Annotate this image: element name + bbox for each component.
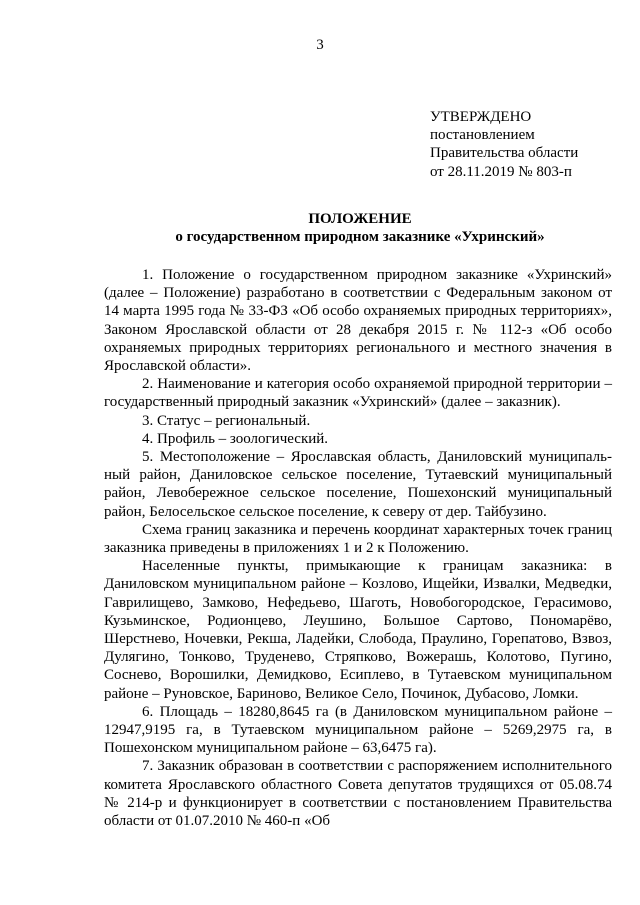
paragraph-4: 4. Профиль – зоологический. (142, 430, 329, 447)
paragraph-6: Схема границ заказника и перечень координат характерных точек границ заказника приведены в приложениях 1 и 2 к Положению. (104, 521, 612, 557)
approval-line-3: Правительства области (430, 145, 579, 162)
paragraph-2: 2. Наименование и категория особо охраняемой природной территории – государственный природный заказник «Ухринский» (далее – заказник). (104, 376, 612, 411)
paragraph-9: 7. Заказник образован в соответствии с распоряжением исполнительного комитета Ярославского областного Совета депутатов трудящихся от 05.08.74 № 214-р и функционирует в соответствии с постановлением Правительства области от 01.07.2010 № 460-п «Об (104, 758, 612, 830)
title-line-1: ПОЛОЖЕНИЕ (308, 211, 412, 227)
title-line-2: о государственном природном заказнике «Ухринский» (175, 229, 545, 246)
paragraph-1: 1. Положение о государственном природном заказнике «Ухринский» (далее – Положение) разработано в соответствии с Федеральным законом от 14 марта 1995 года № 33-ФЗ «Об особо охраняемых природных территориях», Законом Ярославской области от 28 декабря 2015 г. № 112-з «Об особо охраняемых природных территориях регионального и местного значения в Ярославской области». (104, 267, 612, 375)
approval-line-4: от 28.11.2019 № 803-п (430, 163, 572, 180)
approval-stamp (430, 108, 630, 181)
paragraph-8: 6. Площадь – 18280,8645 га (в Даниловском муниципальном районе – 12947,9195 га, в Тутаевском муниципальном районе – 5269,2975 га, в Пошехонском муниципальном районе – 63,6475 га). (104, 703, 612, 757)
document-body (104, 266, 612, 830)
approval-line-2: постановлением (430, 127, 535, 144)
document-title (100, 210, 620, 246)
page-number: 3 (316, 37, 324, 53)
approval-line-1: УТВЕРЖДЕНО (430, 109, 532, 125)
paragraph-7: Населенные пункты, примыкающие к границам заказника: в Даниловском муниципальном районе – Козлово, Ищейки, Извалки, Медведки, Гаврилищево, Замково, Нефедьево, Шаготь, Новобогородское, Герасимово, Кузьминское, Родионцево, Леушино, Большое Сартово, Пономарёво, Шерстнево, Ночевки, Рекша, Ладейки, Слобода, Праулино, Горепатово, Взвоз, Дулягино, Тонково, Труденево, Стряпково, Вожерашь, Колотово, Пугино, Соснево, Ворошилки, Демидково, Есиплево, в Тутаевском муниципальном районе – Руновское, Бариново, Великое Село, Починок, Дубасово, Ломки. (104, 558, 612, 702)
paragraph-5: 5. Местоположение – Ярославская область, Даниловский муниципальный район, Даниловское сельское поселение, Тутаевский муниципальный район, Левобережное сельское поселение, Пошехонский муниципальный район, Белосельское сельское поселение, к северу от дер. Тайбузино. (104, 449, 612, 520)
paragraph-3: 3. Статус – региональный. (142, 412, 311, 429)
